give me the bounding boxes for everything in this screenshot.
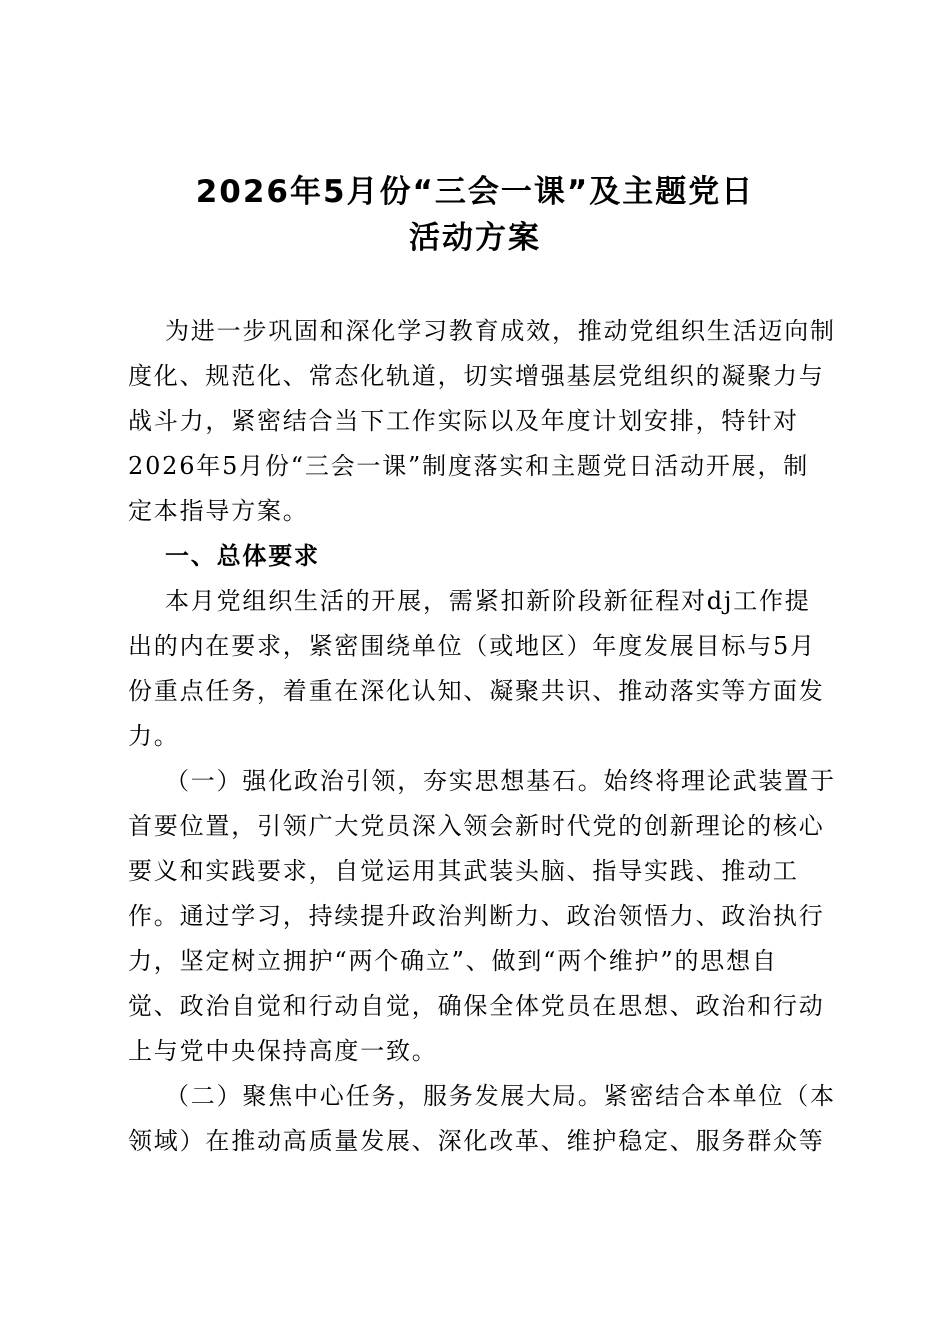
paragraph-line: 要义和实践要求，自觉运用其武装头脑、指导实践、推动工	[128, 857, 799, 885]
paragraph-line: 份重点任务，着重在深化认知、凝聚共识、推动落实等方面发	[128, 677, 825, 705]
paragraph-line: 度化、规范化、常态化轨道，切实增强基层党组织的凝聚力与	[128, 362, 825, 390]
paragraph-line: 上与党中央保持高度一致。	[128, 1037, 438, 1065]
paragraph-line: 觉、政治自觉和行动自觉，确保全体党员在思想、政治和行动	[128, 992, 825, 1020]
paragraph-line: 出的内在要求，紧密围绕单位（或地区）年度发展目标与5月	[128, 632, 816, 660]
paragraph-line: 作。通过学习，持续提升政治判断力、政治领悟力、政治执行	[128, 902, 825, 930]
paragraph-line: 定本指导方案。	[128, 497, 309, 525]
paragraph-line: 领域）在推动高质量发展、深化改革、维护稳定、服务群众等	[128, 1127, 825, 1155]
document-title-line-1: 2026年5月份“三会一课”及主题党日	[195, 174, 755, 210]
paragraph-line: 首要位置，引领广大党员深入领会新时代党的创新理论的核心	[128, 812, 825, 840]
paragraph-line: 2026年5月份“三会一课”制度落实和主题党日活动开展，制	[128, 452, 810, 480]
paragraph-line: 战斗力，紧密结合当下工作实际以及年度计划安排，特针对	[128, 407, 799, 435]
paragraph-line: 力。	[128, 722, 180, 750]
paragraph-line: （二）聚焦中心任务，服务发展大局。紧密结合本单位（本	[165, 1082, 836, 1110]
paragraph-line: 力，坚定树立拥护“两个确立”、做到“两个维护”的思想自	[128, 947, 778, 975]
paragraph-line: （一）强化政治引领，夯实思想基石。始终将理论武装置于	[165, 767, 836, 795]
section-heading: 一、总体要求	[165, 542, 320, 570]
paragraph-line: 为进一步巩固和深化学习教育成效，推动党组织生活迈向制	[165, 317, 836, 345]
paragraph-line: 本月党组织生活的开展，需紧扣新阶段新征程对dj工作提	[165, 587, 811, 615]
document-title-line-2: 活动方案	[409, 220, 541, 256]
